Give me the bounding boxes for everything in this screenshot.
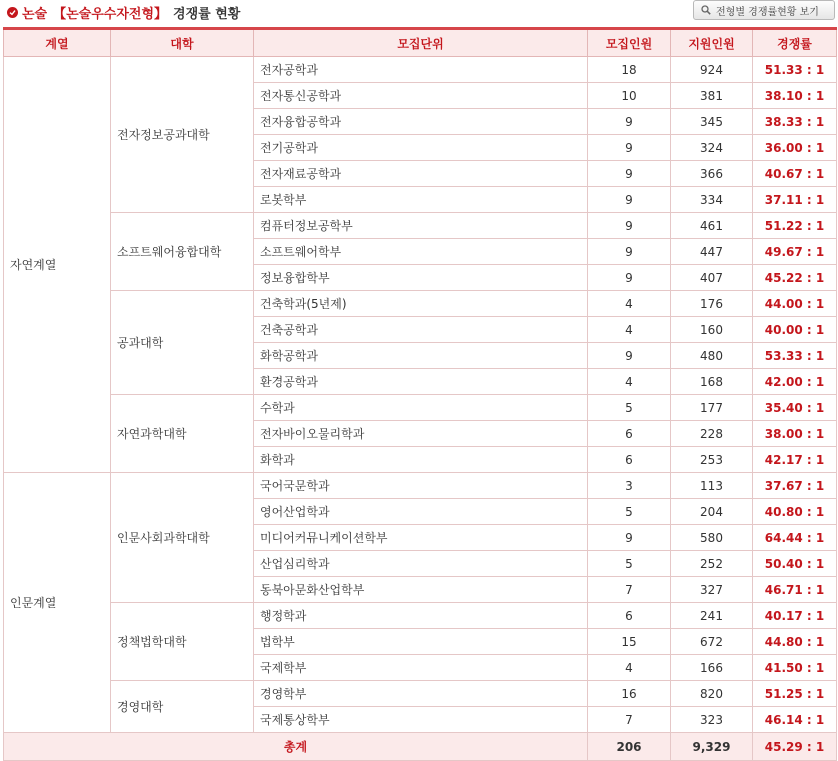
college-cell: 경영대학: [111, 681, 254, 733]
quota-cell: 4: [588, 369, 671, 395]
ratio-cell: 41.50 : 1: [753, 655, 837, 681]
quota-cell: 9: [588, 343, 671, 369]
unit-cell: 환경공학과: [254, 369, 588, 395]
unit-cell: 전자통신공학과: [254, 83, 588, 109]
ratio-cell: 36.00 : 1: [753, 135, 837, 161]
ratio-cell: 38.33 : 1: [753, 109, 837, 135]
ratio-cell: 51.33 : 1: [753, 57, 837, 83]
ratio-cell: 46.71 : 1: [753, 577, 837, 603]
title-admission-type: 【논술우수자전형】: [53, 6, 168, 22]
unit-cell: 국제통상학부: [254, 707, 588, 733]
quota-cell: 9: [588, 525, 671, 551]
applicants-cell: 345: [671, 109, 753, 135]
unit-cell: 전자융합공학과: [254, 109, 588, 135]
ratio-cell: 46.14 : 1: [753, 707, 837, 733]
applicants-cell: 580: [671, 525, 753, 551]
quota-cell: 9: [588, 265, 671, 291]
quota-cell: 4: [588, 655, 671, 681]
ratio-cell: 40.17 : 1: [753, 603, 837, 629]
quota-cell: 18: [588, 57, 671, 83]
table-row: [4, 213, 837, 239]
ratio-cell: 44.00 : 1: [753, 291, 837, 317]
quota-cell: 6: [588, 447, 671, 473]
applicants-cell: 113: [671, 473, 753, 499]
unit-cell: 정보융합학부: [254, 265, 588, 291]
ratio-cell: 51.25 : 1: [753, 681, 837, 707]
unit-cell: 산업심리학과: [254, 551, 588, 577]
applicants-cell: 461: [671, 213, 753, 239]
ratio-cell: 40.80 : 1: [753, 499, 837, 525]
unit-cell: 영어산업학과: [254, 499, 588, 525]
quota-cell: 6: [588, 421, 671, 447]
college-cell: 인문사회과학대학: [111, 473, 254, 603]
quota-cell: 16: [588, 681, 671, 707]
quota-cell: 9: [588, 187, 671, 213]
quota-cell: 6: [588, 603, 671, 629]
division-cell: 인문계열: [4, 473, 111, 733]
quota-cell: 3: [588, 473, 671, 499]
unit-cell: 건축학과(5년제): [254, 291, 588, 317]
quota-cell: 5: [588, 499, 671, 525]
college-cell: 소프트웨어융합대학: [111, 213, 254, 291]
ratio-cell: 45.22 : 1: [753, 265, 837, 291]
ratio-cell: 42.17 : 1: [753, 447, 837, 473]
unit-cell: 경영학부: [254, 681, 588, 707]
unit-cell: 전기공학과: [254, 135, 588, 161]
title-category: 논술: [22, 6, 48, 22]
unit-cell: 화학과: [254, 447, 588, 473]
table-row: [4, 681, 837, 707]
unit-cell: 전자바이오물리학과: [254, 421, 588, 447]
ratio-cell: 38.00 : 1: [753, 421, 837, 447]
total-quota-cell: 206: [588, 733, 671, 761]
table-header-row: [4, 29, 837, 57]
quota-cell: 9: [588, 109, 671, 135]
applicants-cell: 334: [671, 187, 753, 213]
applicants-cell: 381: [671, 83, 753, 109]
college-cell: 자연과학대학: [111, 395, 254, 473]
unit-cell: 건축공학과: [254, 317, 588, 343]
ratio-cell: 42.00 : 1: [753, 369, 837, 395]
unit-cell: 동북아문화산업학부: [254, 577, 588, 603]
ratio-cell: 38.10 : 1: [753, 83, 837, 109]
check-circle-icon: [7, 7, 18, 18]
quota-cell: 15: [588, 629, 671, 655]
quota-cell: 7: [588, 577, 671, 603]
unit-cell: 전자재료공학과: [254, 161, 588, 187]
quota-cell: 9: [588, 213, 671, 239]
search-icon: [701, 5, 711, 15]
table-row: [4, 291, 837, 317]
quota-cell: 4: [588, 317, 671, 343]
college-cell: 정책법학대학: [111, 603, 254, 681]
ratio-cell: 35.40 : 1: [753, 395, 837, 421]
college-cell: 공과대학: [111, 291, 254, 395]
table-row: [4, 473, 837, 499]
quota-cell: 10: [588, 83, 671, 109]
column-header-unit: 모집단위: [254, 29, 588, 57]
total-label-cell: 총계: [4, 733, 588, 761]
applicants-cell: 447: [671, 239, 753, 265]
view-by-admission-type-button[interactable]: [693, 0, 835, 20]
table-row: [4, 603, 837, 629]
applicants-cell: 176: [671, 291, 753, 317]
quota-cell: 7: [588, 707, 671, 733]
competition-rate-table: [3, 27, 837, 761]
page-title: [7, 3, 240, 21]
applicants-cell: 327: [671, 577, 753, 603]
ratio-cell: 37.11 : 1: [753, 187, 837, 213]
ratio-cell: 50.40 : 1: [753, 551, 837, 577]
unit-cell: 화학공학과: [254, 343, 588, 369]
unit-cell: 미디어커뮤니케이션학부: [254, 525, 588, 551]
column-header-ratio: 경쟁률: [753, 29, 837, 57]
unit-cell: 컴퓨터정보공학부: [254, 213, 588, 239]
ratio-cell: 53.33 : 1: [753, 343, 837, 369]
quota-cell: 5: [588, 395, 671, 421]
applicants-cell: 672: [671, 629, 753, 655]
ratio-cell: 64.44 : 1: [753, 525, 837, 551]
ratio-cell: 40.00 : 1: [753, 317, 837, 343]
unit-cell: 전자공학과: [254, 57, 588, 83]
applicants-cell: 252: [671, 551, 753, 577]
table-row: [4, 395, 837, 421]
applicants-cell: 177: [671, 395, 753, 421]
quota-cell: 4: [588, 291, 671, 317]
ratio-cell: 40.67 : 1: [753, 161, 837, 187]
quota-cell: 9: [588, 135, 671, 161]
college-cell: 전자정보공과대학: [111, 57, 254, 213]
total-ratio-cell: 45.29 : 1: [753, 733, 837, 761]
ratio-cell: 44.80 : 1: [753, 629, 837, 655]
quota-cell: 9: [588, 161, 671, 187]
view-by-admission-type-label: 전형별 경쟁률현황 보기: [716, 6, 819, 18]
applicants-cell: 480: [671, 343, 753, 369]
applicants-cell: 204: [671, 499, 753, 525]
division-cell: 자연계열: [4, 57, 111, 473]
unit-cell: 국제학부: [254, 655, 588, 681]
applicants-cell: 366: [671, 161, 753, 187]
unit-cell: 로봇학부: [254, 187, 588, 213]
column-header-division: 계열: [4, 29, 111, 57]
applicants-cell: 820: [671, 681, 753, 707]
unit-cell: 소프트웨어학부: [254, 239, 588, 265]
total-row: [4, 733, 837, 761]
unit-cell: 법학부: [254, 629, 588, 655]
unit-cell: 수학과: [254, 395, 588, 421]
total-applicants-cell: 9,329: [671, 733, 753, 761]
ratio-cell: 37.67 : 1: [753, 473, 837, 499]
unit-cell: 국어국문학과: [254, 473, 588, 499]
column-header-college: 대학: [111, 29, 254, 57]
table-row: [4, 57, 837, 83]
ratio-cell: 49.67 : 1: [753, 239, 837, 265]
applicants-cell: 324: [671, 135, 753, 161]
applicants-cell: 253: [671, 447, 753, 473]
title-suffix: 경쟁률 현황: [173, 6, 241, 22]
applicants-cell: 924: [671, 57, 753, 83]
quota-cell: 5: [588, 551, 671, 577]
applicants-cell: 166: [671, 655, 753, 681]
column-header-applicants: 지원인원: [671, 29, 753, 57]
quota-cell: 9: [588, 239, 671, 265]
applicants-cell: 228: [671, 421, 753, 447]
column-header-quota: 모집인원: [588, 29, 671, 57]
applicants-cell: 241: [671, 603, 753, 629]
unit-cell: 행정학과: [254, 603, 588, 629]
applicants-cell: 168: [671, 369, 753, 395]
applicants-cell: 407: [671, 265, 753, 291]
ratio-cell: 51.22 : 1: [753, 213, 837, 239]
applicants-cell: 160: [671, 317, 753, 343]
applicants-cell: 323: [671, 707, 753, 733]
top-bar: [0, 0, 838, 26]
